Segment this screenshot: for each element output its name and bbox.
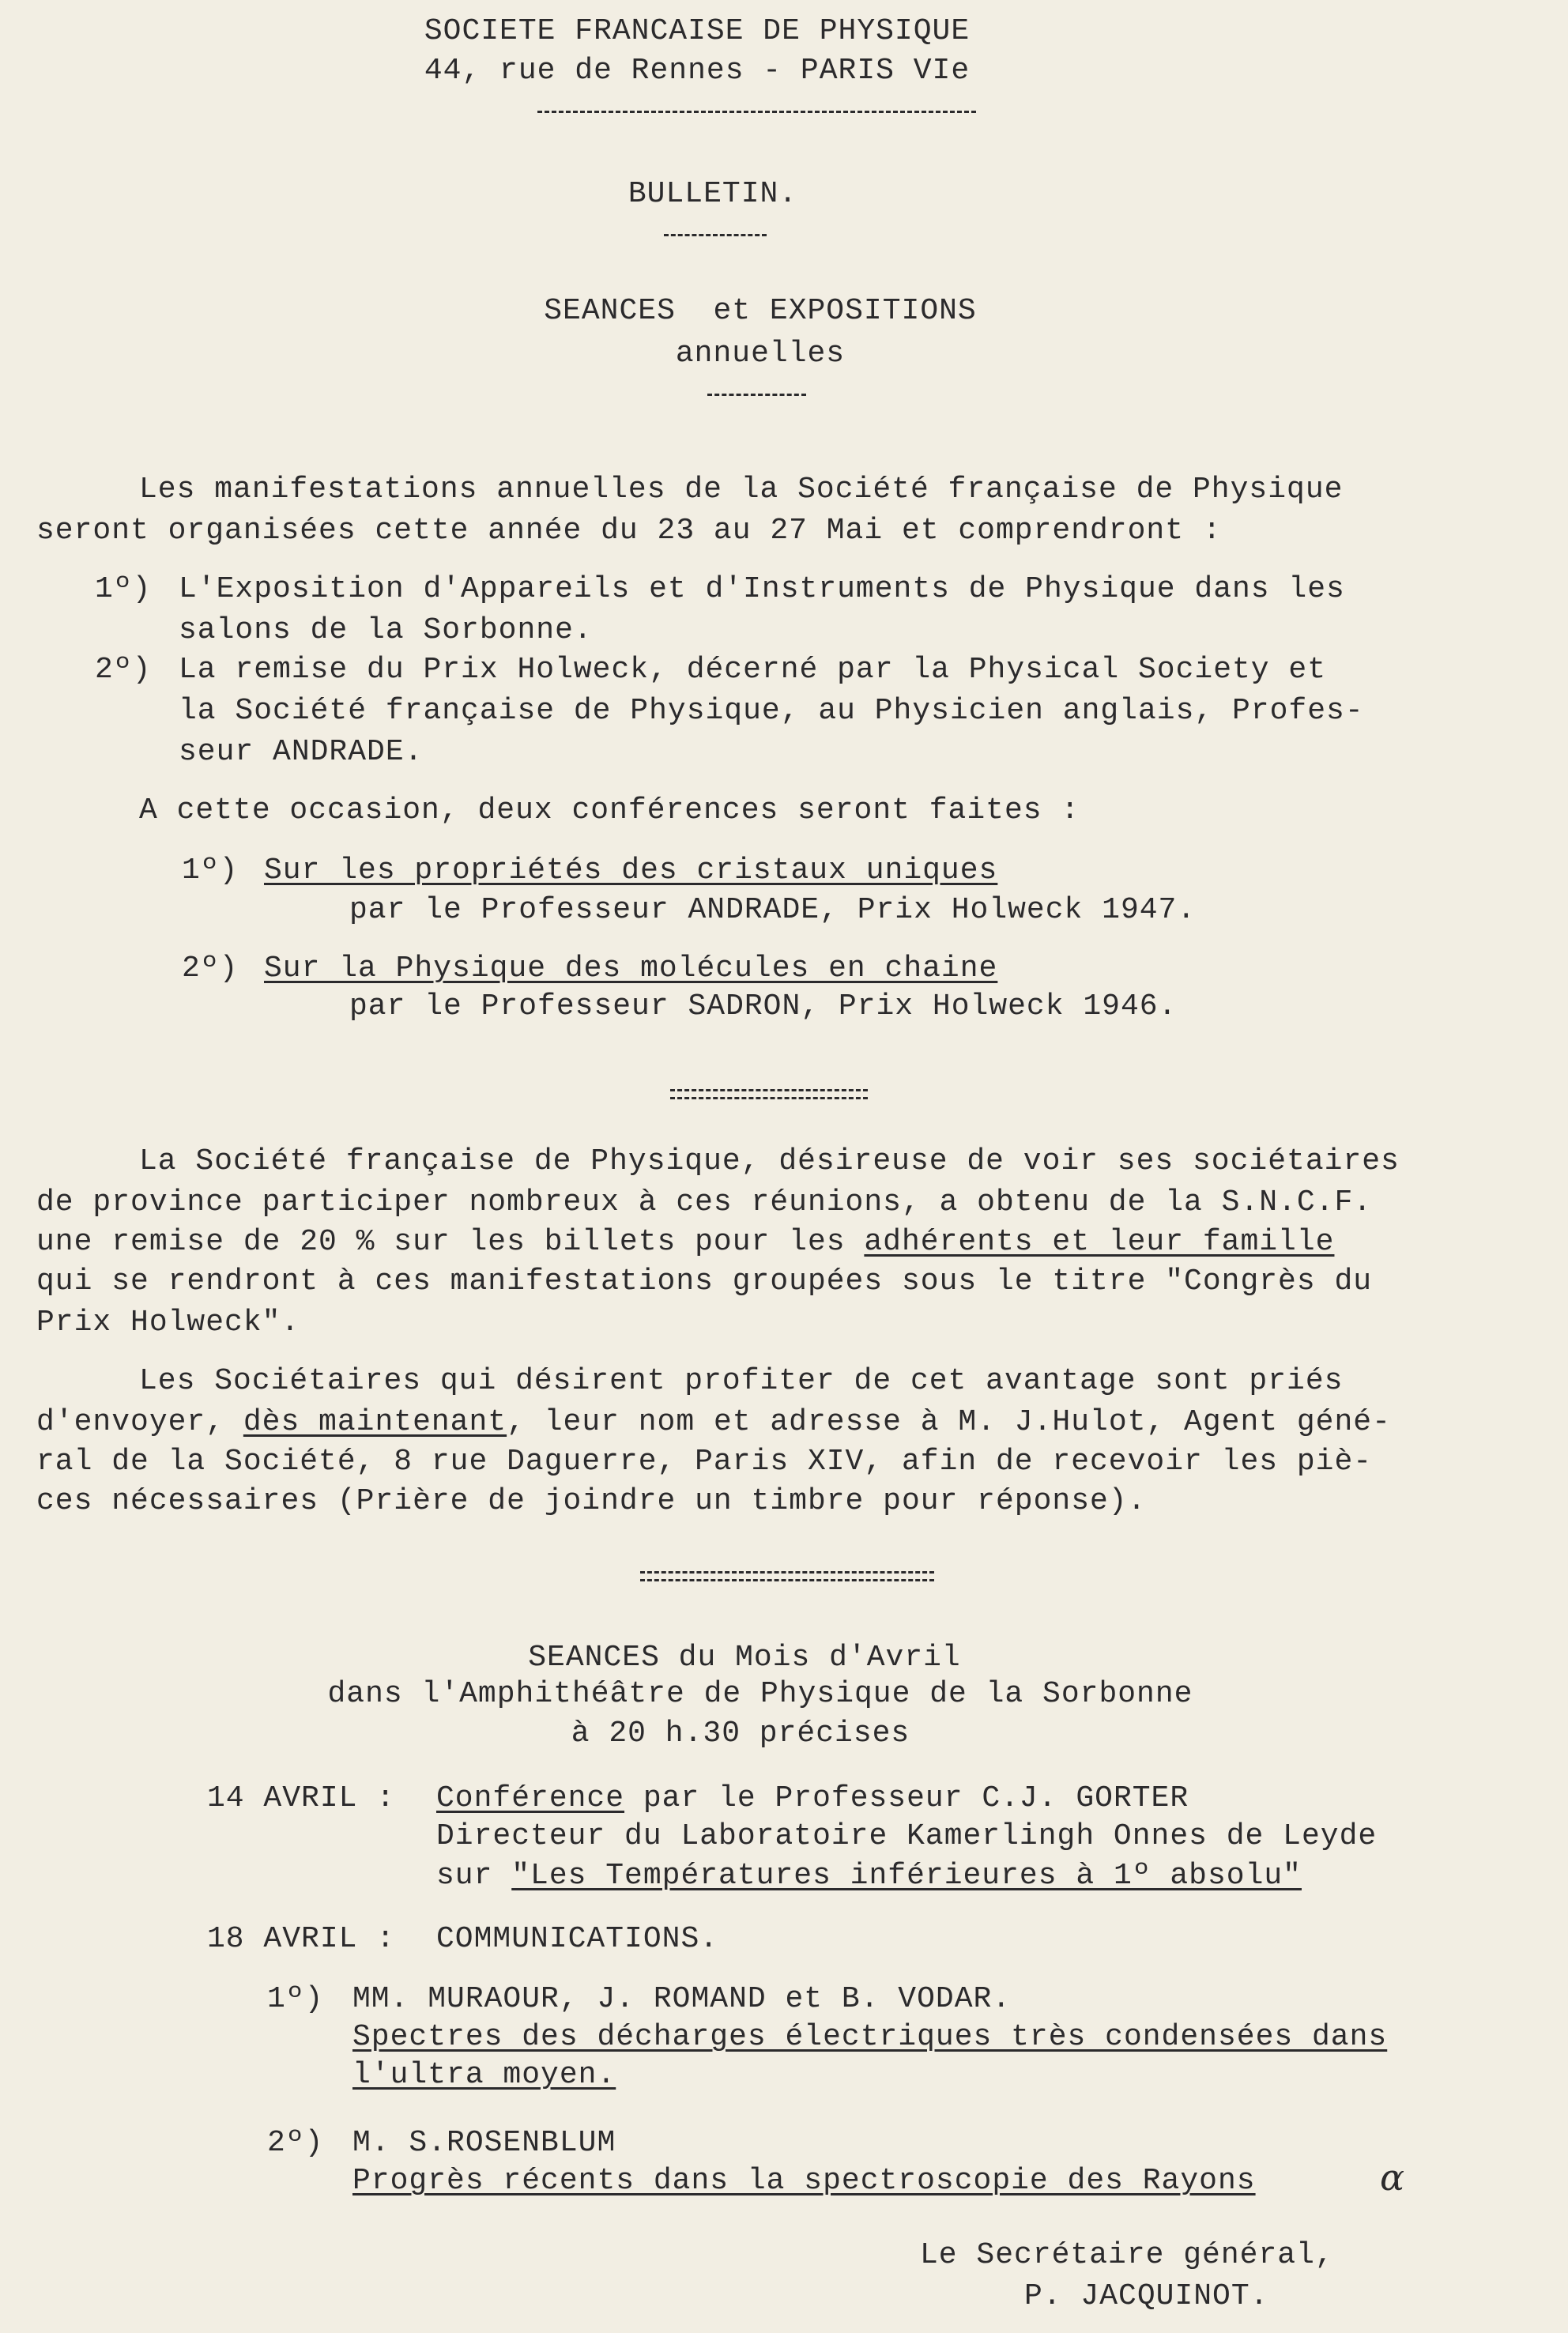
double-rule-1: [670, 1089, 868, 1099]
session-1-speaker: par le Professeur C.J. GORTER: [624, 1781, 1189, 1815]
section-title: SEANCES et EXPOSITIONS: [544, 294, 977, 328]
session-2-date: 18 AVRIL :: [207, 1922, 396, 1956]
session-1-line-3: [436, 1857, 1302, 1895]
sncf-line-3-text: une remise de 20 % sur les billets pour les: [36, 1225, 865, 1259]
item-2-line-2: la Société française de Physique, au Physicien anglais, Profes-: [179, 694, 1364, 728]
communication-1-number: 1º): [267, 1982, 324, 2016]
communication-2-author: M. S.ROSENBLUM: [352, 2126, 616, 2160]
april-title: SEANCES du Mois d'Avril: [528, 1641, 961, 1675]
april-time: à 20 h.30 précises: [571, 1717, 910, 1751]
item-2-line-3: seur ANDRADE.: [179, 735, 424, 769]
session-1-kind: Conférence: [436, 1781, 625, 1815]
members-line-3: ral de la Société, 8 rue Daguerre, Paris XIV, afin de recevoir les piè-: [36, 1445, 1373, 1479]
members-line-2: [36, 1404, 1391, 1442]
item-1-number: 1º): [95, 572, 152, 606]
sncf-line-4: qui se rendront à ces manifestations groupées sous le titre "Congrès du: [36, 1264, 1373, 1298]
session-1-line-1: [436, 1780, 1189, 1818]
item-2-line-1: La remise du Prix Holweck, décerné par la Physical Society et: [179, 653, 1327, 687]
communication-1-authors: MM. MURAOUR, J. ROMAND et B. VODAR.: [352, 1982, 1012, 2016]
communication-1-title-1: Spectres des décharges électriques très condensées dans: [352, 2020, 1388, 2054]
members-line-1: Les Sociétaires qui désirent profiter de cet avantage sont priés: [139, 1364, 1344, 1398]
double-rule-2: [640, 1571, 934, 1581]
sncf-underlined-members: adhérents et leur famille: [864, 1225, 1335, 1259]
session-1-sur: sur: [436, 1859, 512, 1893]
communication-2-number: 2º): [267, 2126, 324, 2160]
sncf-line-3: [36, 1223, 1334, 1261]
communication-2-title: Progrès récents dans la spectroscopie des Rayons: [352, 2164, 1256, 2198]
item-1-line-1: L'Exposition d'Appareils et d'Instruments de Physique dans les: [179, 572, 1345, 606]
session-2-kind: COMMUNICATIONS.: [436, 1922, 719, 1956]
signature-role: Le Secrétaire général,: [920, 2238, 1334, 2272]
conference-1-speaker: par le Professeur ANDRADE, Prix Holweck 1947.: [349, 893, 1197, 927]
members-line-2-start: d'envoyer,: [36, 1405, 243, 1439]
conference-intro: A cette occasion, deux conférences seront faites :: [139, 793, 1080, 827]
header-rule: [537, 111, 976, 113]
sncf-line-2: de province participer nombreux à ces réunions, a obtenu de la S.N.C.F.: [36, 1185, 1373, 1219]
society-address: 44, rue de Rennes - PARIS VIe: [424, 54, 971, 88]
section-rule: [707, 394, 806, 396]
conference-2-speaker: par le Professeur SADRON, Prix Holweck 1946.: [349, 989, 1178, 1023]
item-2-number: 2º): [95, 653, 152, 687]
conference-1-title: Sur les propriétés des cristaux uniques: [264, 854, 998, 888]
bulletin-rule: [664, 234, 767, 236]
session-1-topic: "Les Températures inférieures à 1º absolu": [511, 1859, 1302, 1893]
april-location: dans l'Amphithéâtre de Physique de la Sorbonne: [327, 1677, 1193, 1711]
communication-1-title-2: l'ultra moyen.: [352, 2058, 616, 2092]
bulletin-title: BULLETIN.: [628, 177, 798, 211]
members-line-4: ces nécessaires (Prière de joindre un timbre pour réponse).: [36, 1484, 1147, 1518]
conference-1-number: 1º): [182, 854, 239, 888]
conference-2-number: 2º): [182, 952, 239, 986]
members-underlined-now: dès maintenant: [243, 1405, 507, 1439]
conference-2-title: Sur la Physique des molécules en chaine: [264, 952, 998, 986]
item-1-line-2: salons de la Sorbonne.: [179, 613, 593, 647]
members-line-2-end: , leur nom et adresse à M. J.Hulot, Agent géné-: [507, 1405, 1391, 1439]
alpha-symbol: α: [1380, 2156, 1405, 2199]
intro-line-1: Les manifestations annuelles de la Société française de Physique: [139, 473, 1344, 507]
session-1-line-2: Directeur du Laboratoire Kamerlingh Onnes de Leyde: [436, 1819, 1378, 1853]
session-1-date: 14 AVRIL :: [207, 1781, 396, 1815]
sncf-line-1: La Société française de Physique, désireuse de voir ses sociétaires: [139, 1144, 1400, 1178]
society-name: SOCIETE FRANCAISE DE PHYSIQUE: [424, 14, 971, 48]
intro-line-2: seront organisées cette année du 23 au 27 Mai et comprendront :: [36, 514, 1222, 548]
signature-name: P. JACQUINOT.: [1024, 2279, 1269, 2313]
section-subtitle: annuelles: [675, 337, 846, 371]
sncf-line-5: Prix Holweck".: [36, 1306, 300, 1340]
